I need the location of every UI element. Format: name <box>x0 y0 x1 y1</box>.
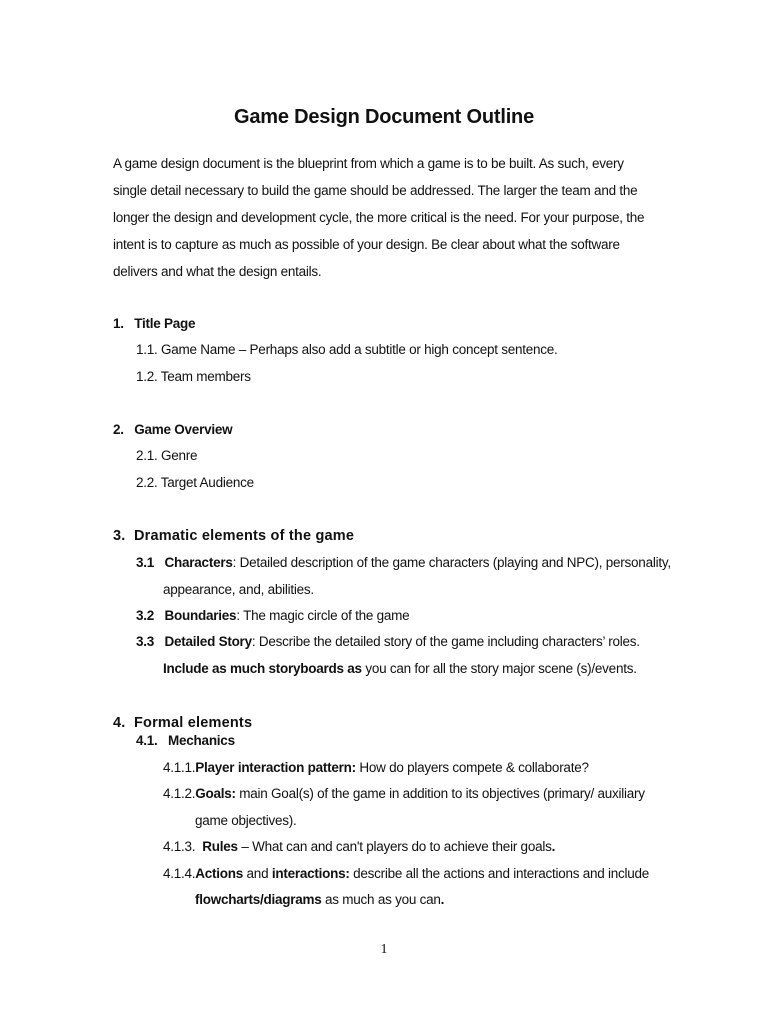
item-number: 3.1 <box>136 555 155 570</box>
item-number: 4.1.1. <box>163 760 196 775</box>
item-term: Goals: <box>195 786 236 801</box>
section-title: Title Page <box>134 316 196 331</box>
page-number: 1 <box>380 942 388 957</box>
section-4-1-1 <box>163 759 589 777</box>
section-1-heading <box>113 315 195 333</box>
item-number: 3.3 <box>136 634 155 649</box>
item-term: Characters <box>164 555 233 570</box>
item-number: 3.2 <box>136 608 155 623</box>
section-4-heading <box>113 714 252 732</box>
page-title: Game Design Document Outline <box>233 106 534 128</box>
section-4-1-4 <box>163 865 649 883</box>
section-title: Dramatic elements of the game <box>133 528 355 544</box>
item-text: How do players compete & collaborate? <box>355 760 589 775</box>
item-text: : Detailed description of the game characters (playing and NPC), personality, <box>232 555 671 570</box>
section-number: 3. <box>113 528 126 544</box>
item-text: – What can and can't players do to achieve their goals <box>237 839 552 854</box>
item-number: 4.1.3. <box>163 839 196 854</box>
section-3-item-3-continuation <box>163 660 637 678</box>
section-3-item-1 <box>136 554 671 572</box>
section-4-1-heading <box>136 732 235 750</box>
section-2-heading <box>113 421 232 439</box>
section-3-item-3 <box>136 633 640 651</box>
section-2-item-2: 2.2. Target Audience <box>136 475 254 490</box>
item-text: and <box>243 866 272 881</box>
intro-paragraph: A game design document is the blueprint from which a game is to be built. As such, every single detail necessary to build the game should be addressed. The larger the team and the longer the design and development cycle, the more critical is the need. For your purpose, the intent is to capture as much as possible of your design. Be clear about what the software delivers and what the design entails. <box>113 156 645 279</box>
item-number: 4.1.2. <box>163 786 196 801</box>
section-title: Formal elements <box>133 715 253 731</box>
item-number: 4.1.4. <box>163 866 196 881</box>
item-term: Detailed Story <box>164 634 252 649</box>
item-text: describe all the actions and interactions and include <box>349 866 650 881</box>
section-1-item-2: 1.2. Team members <box>136 369 251 384</box>
section-4-1-3 <box>163 838 555 856</box>
item-text: : Describe the detailed story of the game including characters’ roles. <box>251 634 640 649</box>
section-1-item-1: 1.1. Game Name – Perhaps also add a subtitle or high concept sentence. <box>136 342 558 357</box>
item-term: interactions: <box>271 866 350 881</box>
section-4-1-2 <box>163 785 645 803</box>
item-end: . <box>551 839 556 854</box>
section-3-item-2 <box>136 607 409 625</box>
item-text: main Goal(s) of the game in addition to its objectives (primary/ auxiliary <box>235 786 645 801</box>
item-term: Actions <box>195 866 244 881</box>
section-title: Game Overview <box>134 422 233 437</box>
section-3-heading <box>113 527 354 545</box>
item-text: you can for all the story major scene (s)/events. <box>361 661 637 676</box>
subsection-number: 4.1. <box>136 733 158 748</box>
item-term: Include as much storyboards as <box>163 661 362 676</box>
section-4-1-4-continuation <box>195 891 444 909</box>
item-term: Rules <box>202 839 238 854</box>
section-number: 1. <box>113 316 124 331</box>
item-term: Boundaries <box>164 608 237 623</box>
item-term: flowcharts/diagrams <box>195 892 322 907</box>
item-text: : The magic circle of the game <box>236 608 410 623</box>
item-term: Player interaction pattern: <box>195 760 356 775</box>
subsection-title: Mechanics <box>168 733 235 748</box>
item-text: as much as you can <box>321 892 441 907</box>
section-4-1-2-continuation: game objectives). <box>195 813 297 828</box>
section-3-item-1-continuation: appearance, and, abilities. <box>163 582 314 597</box>
section-number: 4. <box>113 715 126 731</box>
section-number: 2. <box>113 422 124 437</box>
item-end: . <box>440 892 445 907</box>
section-2-item-1: 2.1. Genre <box>136 448 198 463</box>
